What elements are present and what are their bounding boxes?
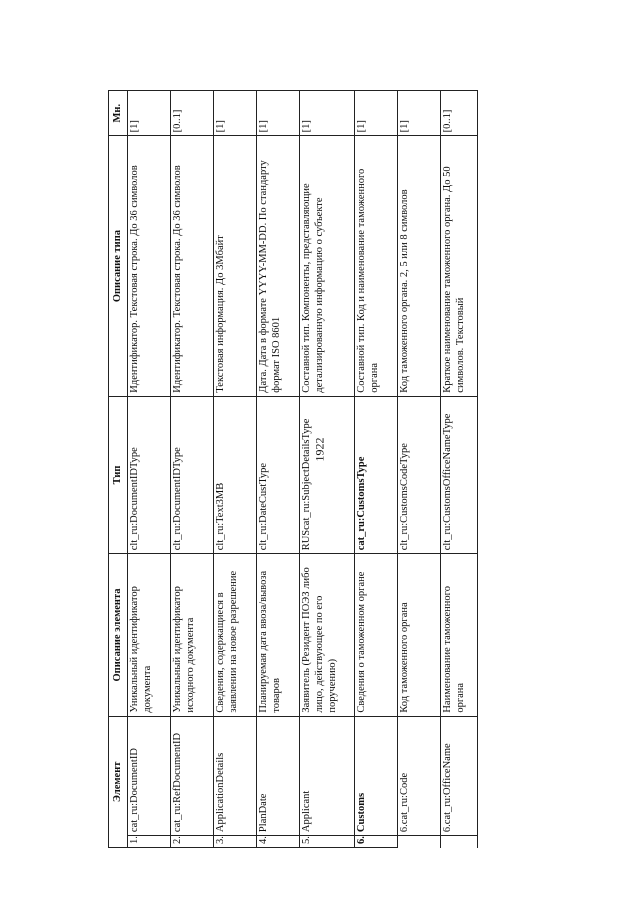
row-number: 5. — [300, 836, 355, 848]
element-name — [441, 716, 478, 835]
row-number — [441, 836, 478, 848]
element-desc: Планируемая дата ввоза/вывоза товаров — [257, 554, 300, 716]
type-desc: Краткое наименование таможенного органа. До 50 символов. Текстовый — [441, 136, 478, 396]
element-type: clt_ru:CustomsOfficeNameType — [441, 396, 478, 554]
element-type: clt_ru:Text3MB — [214, 396, 257, 554]
subrow-number: 6. — [399, 824, 410, 833]
header-mult: Мн. — [109, 91, 128, 136]
row-number: 2. — [171, 836, 214, 848]
row-number — [398, 836, 441, 848]
row-number: 6. — [355, 836, 398, 848]
element-desc: Заявитель (Резидент ПОЭЗ либо лицо, действующее по его поручению) — [300, 554, 355, 716]
element-name: Applicant — [300, 716, 355, 835]
page-number: 1922 — [312, 437, 327, 462]
element-type: clt_ru:CustomsCodeType — [398, 396, 441, 554]
element-desc: Сведения о таможенном органе — [355, 554, 398, 716]
subrow-number: 6. — [442, 824, 453, 833]
multiplicity: [1] — [128, 91, 171, 136]
multiplicity: [0..1] — [171, 91, 214, 136]
element-desc: Код таможенного органа — [398, 554, 441, 716]
table-row — [355, 91, 398, 848]
element-name — [398, 716, 441, 835]
element-name: Customs — [355, 716, 398, 835]
type-desc: Составной тип. Код и наименование таможенного органа — [355, 136, 398, 396]
multiplicity: [1] — [355, 91, 398, 136]
type-desc: Дата. Дата в формате YYYY-MM-DD. По стандарту формат ISO 8601 — [257, 136, 300, 396]
element-type: clt_ru:DocumentIDType — [128, 396, 171, 554]
table-row — [398, 91, 441, 848]
header-type-desc: Описание типа — [109, 136, 128, 396]
table-row — [214, 91, 257, 848]
element-name: PlanDate — [257, 716, 300, 835]
table-header-row — [109, 91, 128, 848]
multiplicity: [1] — [214, 91, 257, 136]
type-desc: Составной тип. Компоненты, представляющие детализированную информацию о субъекте — [300, 136, 355, 396]
element-type: clt_ru:DocumentIDType — [171, 396, 214, 554]
header-type: Тип — [109, 396, 128, 554]
table-row — [171, 91, 214, 848]
element-desc: Уникальный идентификатор документа — [128, 554, 171, 716]
element-desc: Уникальный идентификатор исходного документа — [171, 554, 214, 716]
table-row — [257, 91, 300, 848]
element-desc: Сведения, содержащиеся в заявлении на новое разрешение — [214, 554, 257, 716]
table-row — [441, 91, 478, 848]
type-desc: Код таможенного органа. 2, 5 или 8 символов — [398, 136, 441, 396]
row-number: 3. — [214, 836, 257, 848]
type-desc: Идентификатор. Текстовая строка. До 36 символов — [128, 136, 171, 396]
row-number: 4. — [257, 836, 300, 848]
element-type: clt_ru:DateCustType — [257, 396, 300, 554]
type-desc: Идентификатор. Текстовая строка. До 36 символов — [171, 136, 214, 396]
subrow-element-name: cat_ru:OfficeName — [442, 743, 453, 825]
type-desc: Текстовая информация. До 3Мбайт — [214, 136, 257, 396]
table-row — [128, 91, 171, 848]
multiplicity: [1] — [300, 91, 355, 136]
header-element: Элемент — [109, 716, 128, 847]
row-number: 1. — [128, 836, 171, 848]
element-name: ApplicationDetails — [214, 716, 257, 835]
subrow-element-name: cat_ru:Code — [399, 772, 410, 825]
table-row — [300, 91, 355, 848]
header-element-desc: Описание элемента — [109, 554, 128, 716]
element-name: cat_ru:RefDocumentID — [171, 716, 214, 835]
element-name: cat_ru:DocumentID — [128, 716, 171, 835]
data-table — [108, 90, 478, 848]
multiplicity: [0..1] — [441, 91, 478, 136]
element-desc: Наименование таможенного органа — [441, 554, 478, 716]
rotated-table-wrapper — [108, 90, 464, 848]
element-type: cat_ru:CustomsType — [355, 396, 398, 554]
element-type: RUScat_ru:SubjectDetailsType — [300, 396, 355, 554]
multiplicity: [1] — [398, 91, 441, 136]
multiplicity: [1] — [257, 91, 300, 136]
